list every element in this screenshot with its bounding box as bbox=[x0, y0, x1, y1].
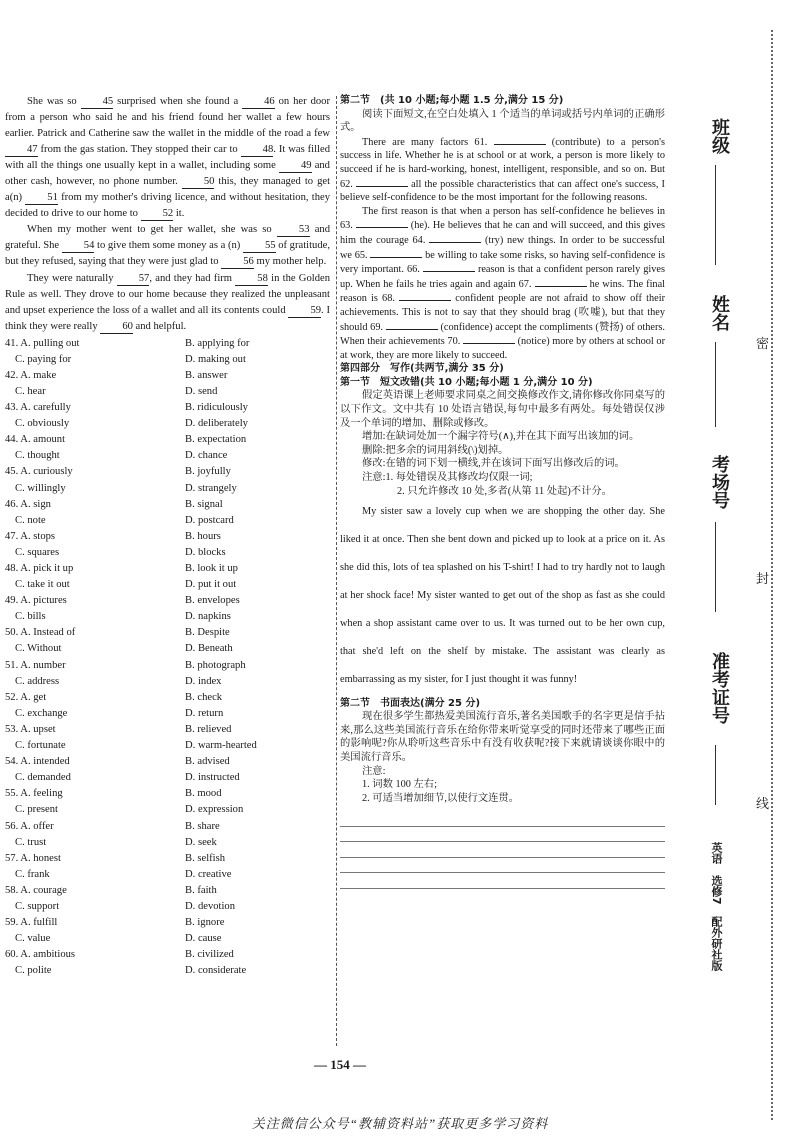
option-row bbox=[5, 706, 330, 722]
seal-mark-mi: 密 bbox=[756, 337, 770, 352]
option-left[interactable]: C. Without bbox=[15, 643, 62, 655]
option-left[interactable]: 43. A. carefully bbox=[5, 402, 71, 414]
options-list bbox=[5, 336, 330, 980]
error-correction-instructions: 假定英语课上老师要求同桌之间交换修改作文,请你修改你同桌写的以下作文。文中共有 10 处语言错误,每句中最多有两处。每处错误仅涉及一个单词的增加、删除或修改。 bbox=[340, 390, 665, 429]
option-left[interactable]: C. trust bbox=[15, 836, 47, 848]
option-row bbox=[5, 513, 330, 529]
ticket-number-label: 准考证号 bbox=[709, 652, 730, 724]
option-right[interactable]: B. signal bbox=[185, 498, 223, 510]
option-row bbox=[5, 770, 330, 786]
option-left[interactable]: 49. A. pictures bbox=[5, 595, 67, 607]
option-right[interactable]: B. answer bbox=[185, 369, 228, 381]
name-label: 姓名 bbox=[709, 295, 730, 331]
option-left[interactable]: C. hear bbox=[15, 385, 46, 397]
cloze-text: . It was filled with all the things one usually kept in a wallet, including some bbox=[5, 144, 330, 172]
option-left[interactable]: C. support bbox=[15, 900, 60, 912]
right-column bbox=[340, 94, 665, 889]
option-left[interactable]: C. take it out bbox=[15, 579, 70, 591]
option-right[interactable]: B. check bbox=[185, 691, 223, 703]
option-left[interactable]: 42. A. make bbox=[5, 369, 57, 381]
writing-lines[interactable] bbox=[340, 811, 665, 889]
option-right[interactable]: D. blocks bbox=[185, 546, 226, 558]
option-right[interactable]: D. return bbox=[185, 707, 224, 719]
blank-68[interactable] bbox=[399, 291, 451, 301]
option-right[interactable]: D. postcard bbox=[185, 514, 234, 526]
instruction-modify: 修改:在错的词下划一横线,并在该词下面写出修改后的词。 bbox=[362, 458, 625, 470]
option-left[interactable]: C. address bbox=[15, 675, 60, 687]
essay-to-correct: My sister saw a lovely cup when we are shopping the other day. She liked it at once. Then she bent down and picked up to look at a price on it. As she did this, lots of tea splashed on his T-shirt! I had to try hardly not to laugh at her shock face! My sister wanted to get out of the shop as fast as she could when a shop assistant came over to us. It was turned out to be her own cup, that she'd left on the shelf by mistake. The assistant was clearly as embarrassing as my sister, for I just thought it was funny! bbox=[340, 506, 665, 685]
option-row bbox=[5, 690, 330, 706]
option-right[interactable]: B. expectation bbox=[185, 434, 247, 446]
option-left[interactable]: 52. A. get bbox=[5, 691, 47, 703]
option-right[interactable]: D. creative bbox=[185, 868, 232, 880]
option-left[interactable]: 50. A. Instead of bbox=[5, 627, 76, 639]
option-left[interactable]: C. present bbox=[15, 804, 58, 816]
cloze-text: surprised when she found a bbox=[113, 96, 243, 107]
option-row bbox=[5, 529, 330, 545]
option-row bbox=[5, 625, 330, 641]
cloze-text: When my mother went to get her wallet, she was so bbox=[27, 224, 277, 236]
option-row bbox=[5, 883, 330, 899]
grammar-paragraph-1: There are many factors 61. (contribute) to a person's success in life. Whether he is at school or at work, a person is more likely to succeed if he is hard-working, honest, intelligent, responsible, and so on. But 62. all the possible characteristics that can affect one's success, I believe self-confidence to be the most important for the following reasons. bbox=[340, 136, 666, 204]
blank-64[interactable] bbox=[429, 233, 481, 243]
option-right[interactable]: D. cause bbox=[185, 933, 222, 945]
option-left[interactable]: 51. A. number bbox=[5, 659, 66, 671]
option-row bbox=[5, 561, 330, 577]
option-row bbox=[5, 786, 330, 802]
option-right[interactable]: B. advised bbox=[185, 756, 230, 768]
cloze-text: , and they had firm bbox=[149, 272, 236, 284]
writing-note-1: 1. 词数 100 左右; bbox=[362, 779, 437, 791]
exam-room-field[interactable] bbox=[715, 522, 716, 612]
cloze-blank-50[interactable]: 50 bbox=[182, 176, 215, 189]
option-left[interactable]: C. frank bbox=[15, 868, 50, 880]
column-divider bbox=[336, 96, 337, 1046]
option-right[interactable]: B. civilized bbox=[185, 949, 234, 961]
dotted-binding-line bbox=[771, 30, 773, 1120]
cloze-blank-54[interactable]: 54 bbox=[62, 240, 95, 253]
blank-69[interactable] bbox=[386, 320, 438, 330]
cloze-blank-47[interactable]: 47 bbox=[5, 144, 38, 157]
blank-67[interactable] bbox=[535, 277, 587, 287]
cloze-text: She was so bbox=[27, 96, 81, 107]
option-right[interactable]: B. ignore bbox=[185, 917, 225, 929]
option-left[interactable]: C. polite bbox=[15, 965, 52, 977]
cloze-blank-56[interactable]: 56 bbox=[221, 256, 254, 269]
blank-70[interactable] bbox=[463, 334, 515, 344]
blank-65[interactable] bbox=[370, 248, 422, 258]
cloze-blank-60[interactable]: 60 bbox=[100, 321, 133, 334]
cloze-text: They were naturally bbox=[27, 272, 117, 284]
cloze-blank-51[interactable]: 51 bbox=[25, 192, 58, 205]
option-row bbox=[5, 368, 330, 384]
cloze-blank-46[interactable]: 46 bbox=[242, 96, 275, 109]
option-right[interactable]: D. strangely bbox=[185, 482, 237, 494]
option-row bbox=[5, 915, 330, 931]
writing-note-heading: 注意: bbox=[362, 765, 386, 777]
name-field[interactable] bbox=[715, 342, 716, 427]
option-left[interactable]: 41. A. pulling out bbox=[5, 337, 80, 349]
cloze-text: in the Golden Rule as well. They drove to our home because they realized the unpleasant and upset experience the loss of a wallet and all its contents could bbox=[5, 272, 330, 316]
option-row bbox=[5, 899, 330, 915]
option-row bbox=[5, 577, 330, 593]
option-row bbox=[5, 432, 330, 448]
cloze-text: from my mother's driving licence, and without hesitation, they decided to drive to our home to bbox=[5, 192, 330, 220]
instruction-add: 增加:在缺词处加一个漏字符号(∧),并在其下面写出该加的词。 bbox=[362, 431, 640, 443]
option-right[interactable]: D. instructed bbox=[185, 772, 240, 784]
option-right[interactable]: B. Despite bbox=[185, 627, 230, 639]
cloze-blank-57[interactable]: 57 bbox=[117, 273, 150, 286]
part4-section2-heading: 第二节 书面表达(满分 25 分) bbox=[340, 697, 481, 709]
cloze-text: of gratitude, but they refused, saying that they were just glad to bbox=[5, 240, 330, 268]
section2-heading: 第二节 (共 10 小题;每小题 1.5 分,满分 15 分) bbox=[340, 95, 564, 106]
class-label: 班级 bbox=[709, 118, 730, 154]
cloze-blank-53[interactable]: 53 bbox=[277, 224, 310, 237]
option-row bbox=[5, 738, 330, 754]
option-row bbox=[5, 336, 330, 352]
option-left[interactable]: 46. A. sign bbox=[5, 498, 51, 510]
cloze-text: my mother help. bbox=[253, 256, 327, 268]
cloze-text: this, they managed to get a(n) bbox=[5, 176, 331, 204]
part4-heading: 第四部分 写作(共两节,满分 35 分) bbox=[340, 363, 504, 375]
part4-section1-heading: 第一节 短文改错(共 10 小题;每小题 1 分,满分 10 分) bbox=[340, 376, 593, 388]
option-row bbox=[5, 400, 330, 416]
option-right[interactable]: B. envelopes bbox=[185, 595, 240, 607]
option-right[interactable]: D. making out bbox=[185, 353, 246, 365]
note-1: 注意:1. 每处错误及其修改均仅限一词; bbox=[362, 472, 533, 484]
option-row bbox=[5, 464, 330, 480]
option-row bbox=[5, 641, 330, 657]
option-right[interactable]: D. napkins bbox=[185, 611, 231, 623]
cloze-blank-45[interactable]: 45 bbox=[81, 96, 114, 109]
blank-62[interactable] bbox=[356, 177, 408, 187]
blank-66[interactable] bbox=[423, 262, 475, 272]
option-right[interactable]: B. relieved bbox=[185, 723, 232, 735]
option-left[interactable]: C. squares bbox=[15, 546, 60, 558]
cloze-text: it. bbox=[173, 208, 185, 220]
note-2: 2. 只允许修改 10 处,多者(从第 11 处起)不计分。 bbox=[397, 485, 612, 497]
writing-prompt: 现在很多学生都热爱美国流行音乐,著名美国歌手的名字更是信手拈来,那么这些美国流行音乐在给你带来听觉享受的同时还带来了哪些正面的影响呢?你从聆听这些音乐中有没有收获呢?接下来就请谈谈你眼中的美国流行音乐。 bbox=[340, 711, 665, 763]
option-left[interactable]: C. fortunate bbox=[15, 740, 66, 752]
option-right[interactable]: B. share bbox=[185, 820, 220, 832]
option-row bbox=[5, 448, 330, 464]
cloze-paragraph-1 bbox=[5, 94, 330, 222]
cloze-text: and grateful. She bbox=[5, 224, 330, 252]
page-number: — 154 — bbox=[314, 1057, 366, 1072]
option-row bbox=[5, 963, 330, 979]
cloze-text: on her door from a person who said he and his friend found her wallet a few hours earlier. Patrick and Catherine saw the wallet in the middle of the road a few bbox=[5, 96, 330, 140]
option-right[interactable]: B. hours bbox=[185, 530, 221, 542]
option-right[interactable]: D. warm-hearted bbox=[185, 740, 257, 752]
option-row bbox=[5, 931, 330, 947]
cloze-blank-58[interactable]: 58 bbox=[235, 273, 268, 286]
option-right[interactable]: D. devotion bbox=[185, 900, 236, 912]
option-row bbox=[5, 851, 330, 867]
cloze-paragraph-2 bbox=[5, 222, 330, 270]
option-row bbox=[5, 947, 330, 963]
option-right[interactable]: B. joyfully bbox=[185, 466, 231, 478]
option-left[interactable]: C. value bbox=[15, 933, 51, 945]
option-left[interactable]: C. demanded bbox=[15, 772, 71, 784]
option-left[interactable]: 59. A. fulfill bbox=[5, 917, 58, 929]
cloze-column bbox=[5, 94, 330, 979]
option-row bbox=[5, 384, 330, 400]
footer-note: 关注微信公众号“教辅资料站”获取更多学习资料 bbox=[251, 1116, 549, 1131]
option-right[interactable]: D. Beneath bbox=[185, 643, 233, 655]
option-row bbox=[5, 545, 330, 561]
cloze-text: and other cash, however, no phone number. bbox=[5, 160, 330, 188]
cloze-blank-55[interactable]: 55 bbox=[243, 240, 276, 253]
cloze-text: from the gas station. They stopped their car to bbox=[37, 144, 241, 156]
option-row bbox=[5, 593, 330, 609]
option-right[interactable]: B. look it up bbox=[185, 563, 238, 575]
option-right[interactable]: D. chance bbox=[185, 450, 228, 462]
option-right[interactable]: D. seek bbox=[185, 836, 217, 848]
option-row bbox=[5, 609, 330, 625]
option-right[interactable]: D. index bbox=[185, 675, 222, 687]
option-left[interactable]: C. exchange bbox=[15, 707, 68, 719]
option-left[interactable]: C. paying for bbox=[15, 353, 72, 365]
option-right[interactable]: D. put it out bbox=[185, 579, 237, 591]
blank-61[interactable] bbox=[494, 135, 546, 145]
option-left[interactable]: 55. A. feeling bbox=[5, 788, 63, 800]
option-left[interactable]: 54. A. intended bbox=[5, 756, 70, 768]
option-right[interactable]: D. considerate bbox=[185, 965, 247, 977]
option-left[interactable]: C. obviously bbox=[15, 418, 70, 430]
option-left[interactable]: 58. A. courage bbox=[5, 884, 67, 896]
blank-63[interactable] bbox=[356, 218, 408, 228]
option-right[interactable]: B. ridiculously bbox=[185, 402, 248, 414]
option-right[interactable]: D. expression bbox=[185, 804, 244, 816]
option-row bbox=[5, 835, 330, 851]
option-row bbox=[5, 352, 330, 368]
option-right[interactable]: B. applying for bbox=[185, 337, 250, 349]
option-right[interactable]: B. faith bbox=[185, 884, 217, 896]
exam-room-label: 考场号 bbox=[709, 455, 730, 509]
cloze-paragraph-3 bbox=[5, 271, 330, 335]
writing-note-2: 2. 可适当增加细节,以使行文连贯。 bbox=[362, 792, 520, 804]
option-row bbox=[5, 819, 330, 835]
option-left[interactable]: C. bills bbox=[15, 611, 46, 623]
cloze-text: to give them some money as a (n) bbox=[94, 240, 243, 252]
option-right[interactable]: D. send bbox=[185, 385, 218, 397]
option-row bbox=[5, 497, 330, 513]
option-left[interactable]: 53. A. upset bbox=[5, 723, 56, 735]
cloze-blank-49[interactable]: 49 bbox=[279, 160, 312, 173]
option-left[interactable]: 44. A. amount bbox=[5, 434, 66, 446]
option-left[interactable]: 45. A. curiously bbox=[5, 466, 73, 478]
seal-mark-feng: 封 bbox=[756, 572, 770, 587]
subject-label: 英语 选修7 配外研社版 bbox=[710, 842, 723, 971]
option-row bbox=[5, 754, 330, 770]
seal-mark-xian: 线 bbox=[756, 797, 770, 812]
instruction-delete: 删除:把多余的词用斜线(\)划掉。 bbox=[362, 444, 509, 456]
option-right[interactable]: B. photograph bbox=[185, 659, 246, 671]
option-row bbox=[5, 867, 330, 883]
option-left[interactable]: 60. A. ambitious bbox=[5, 949, 76, 961]
class-field[interactable] bbox=[715, 165, 716, 265]
option-row bbox=[5, 674, 330, 690]
option-left[interactable]: 56. A. offer bbox=[5, 820, 54, 832]
cloze-text: and helpful. bbox=[132, 320, 187, 332]
option-row bbox=[5, 802, 330, 818]
option-right[interactable]: D. deliberately bbox=[185, 418, 248, 430]
option-row bbox=[5, 658, 330, 674]
ticket-number-field[interactable] bbox=[715, 745, 716, 805]
option-left[interactable]: C. note bbox=[15, 514, 46, 526]
option-left[interactable]: 57. A. honest bbox=[5, 852, 61, 864]
option-right[interactable]: B. mood bbox=[185, 788, 222, 800]
option-right[interactable]: B. selfish bbox=[185, 852, 226, 864]
option-row bbox=[5, 416, 330, 432]
grammar-paragraph-2: The first reason is that when a person has self-confidence he believes in 63. (he). He believes that he can and will succeed, and this gives him the courage 64. (try) new things. In order to be successful we 65. be willing to take some risks, so having self-confidence is very important. 66. reason is that a confident person rarely gives up. When he fails he tries again and again 67. he wins. The final reason is 68. confident people are not afraid to show off their achievements. This is not to say that they should brag (吹嘘), but that they should 69. (confidence) accept the compliments (赞扬) of others. When their achievements 70. (notice) more by others at school or at work, they are more likely to succeed. bbox=[340, 205, 666, 361]
cloze-text: . I think they were really bbox=[5, 304, 331, 332]
option-left[interactable]: C. willingly bbox=[15, 482, 66, 494]
cloze-blank-59[interactable]: 59 bbox=[288, 305, 321, 318]
cloze-blank-52[interactable]: 52 bbox=[141, 208, 174, 221]
option-left[interactable]: 47. A. stops bbox=[5, 530, 56, 542]
option-row bbox=[5, 722, 330, 738]
option-left[interactable]: 48. A. pick it up bbox=[5, 563, 74, 575]
binding-margin bbox=[672, 0, 800, 1140]
cloze-blank-48[interactable]: 48 bbox=[241, 144, 274, 157]
option-row bbox=[5, 481, 330, 497]
section2-instructions: 阅读下面短文,在空白处填入 1 个适当的单词或括号内单词的正确形式。 bbox=[340, 108, 665, 134]
option-left[interactable]: C. thought bbox=[15, 450, 60, 462]
